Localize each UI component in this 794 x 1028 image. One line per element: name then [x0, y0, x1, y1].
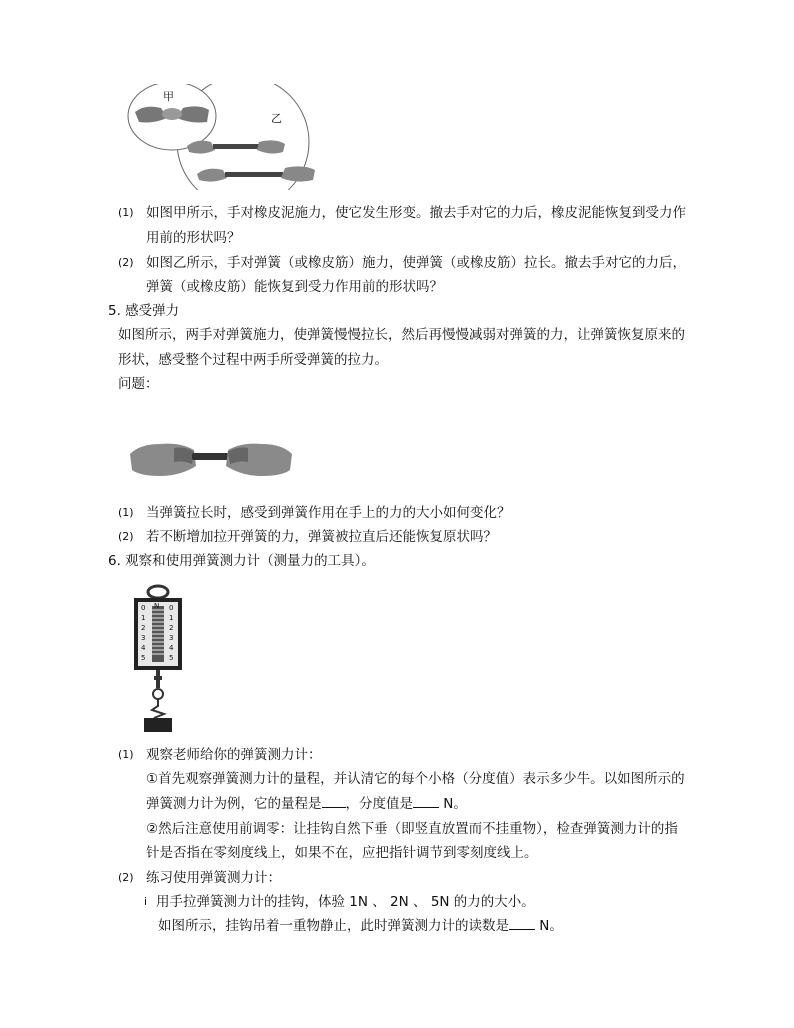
s6-q2-title: 练习使用弹簧测力计： — [146, 870, 281, 886]
scale-tick-left: 3 — [141, 634, 146, 642]
spring-scale-figure — [120, 584, 196, 734]
scale-hook-icon — [152, 699, 164, 718]
scale-tick-left: 0 — [141, 604, 146, 612]
s4-q1-line2: 用前的形状吗？ — [146, 230, 241, 246]
scale-tick-left: 2 — [141, 624, 146, 632]
scale-tick-left: 1 — [141, 614, 146, 622]
s6-q2-line1: 用手拉弹簧测力计的挂钩，体验 1N 、 2N 、 5N 的力的大小。 — [156, 894, 535, 910]
s4-q1-line1: 如图甲所示，手对橡皮泥施力，使它发生形变。撤去手对它的力后，橡皮泥能恢复到受力作 — [146, 205, 686, 221]
scale-tick-left: 4 — [141, 644, 146, 652]
s6-q1-line3: ②然后注意使用前调零：让挂钩自然下垂（即竖直放置而不挂重物），检查弹簧测力计的指 — [146, 821, 678, 837]
s6-q1-line2-part3: N。 — [439, 796, 467, 812]
spring-lower-icon — [225, 172, 283, 177]
s4-q2-line1: 如图乙所示，手对弹簧（或橡皮筋）施力，使弹簧（或橡皮筋）拉长。撤去手对它的力后， — [146, 255, 686, 271]
division-answer-blank[interactable] — [413, 793, 439, 808]
s5-q1-text: 当弹簧拉长时，感受到弹簧作用在手上的力的大小如何变化？ — [146, 505, 511, 521]
s6-q1-line2-part1: 弹簧测力计为例，它的量程是 — [146, 796, 322, 812]
s6-q2-sub-number: i — [144, 895, 148, 908]
s4-q2-line2: 弹簧（或橡皮筋）能恢复到受力作用前的形状吗？ — [146, 279, 443, 295]
scale-unit: N — [154, 602, 160, 610]
scale-tick-right: 2 — [169, 624, 174, 632]
s6-q2-number: (2) — [118, 871, 134, 884]
s6-q1-number: (1) — [118, 748, 134, 761]
scale-hook-ring-icon — [153, 689, 163, 699]
label-jia: 甲 — [163, 90, 174, 103]
weight-block-icon — [144, 718, 172, 732]
s6-q1-title: 观察老师给你的弹簧测力计： — [146, 747, 322, 763]
scale-tick-left: 5 — [141, 654, 146, 662]
s5-para-line2: 形状，感受整个过程中两手所受弹簧的拉力。 — [118, 352, 388, 368]
scale-tick-right: 3 — [169, 634, 174, 642]
scale-tick-right: 5 — [169, 654, 174, 662]
s6-q1-line2 — [146, 793, 467, 815]
s5-heading: 5. 感受弹力 — [108, 303, 180, 319]
figure-clay-spring — [125, 84, 325, 190]
spring-upper-icon — [213, 144, 259, 149]
top-ring-icon — [148, 586, 168, 598]
s6-q1-line4: 针是否指在零刻度线上，如果不在，应把指针调节到零刻度线上。 — [146, 845, 538, 861]
s5-q2-number: (2) — [118, 530, 134, 543]
s6-q1-line2-part2: ，分度值是 — [345, 796, 413, 812]
s4-q1-number: (1) — [118, 206, 134, 219]
s5-para-line1: 如图所示，两手对弹簧施力，使弹簧慢慢拉长，然后再慢慢减弱对弹簧的力，让弹簧恢复原来的 — [118, 327, 685, 343]
label-yi: 乙 — [271, 112, 282, 125]
s5-q1-number: (1) — [118, 506, 134, 519]
s6-q2-line2-part2: N。 — [535, 918, 563, 934]
scale-tick-right: 1 — [169, 614, 174, 622]
s6-q1-line1: ①首先观察弹簧测力计的量程，并认清它的每个小格（分度值）表示多少牛。以如图所示的 — [146, 771, 685, 787]
s5-question-label: 问题： — [118, 376, 159, 392]
range-answer-blank[interactable] — [322, 793, 346, 808]
figure-hands-spring — [130, 438, 292, 478]
clay-icon — [162, 108, 182, 120]
s6-q2-line2 — [158, 915, 563, 937]
s5-q2-text: 若不断增加拉开弹簧的力，弹簧被拉直后还能恢复原状吗？ — [146, 529, 497, 545]
spring-icon — [192, 453, 232, 460]
s6-heading: 6. 观察和使用弹簧测力计（测量力的工具）。 — [108, 553, 375, 569]
scale-tick-right: 4 — [169, 644, 174, 652]
reading-answer-blank[interactable] — [509, 915, 535, 930]
s6-q2-line2-part1: 如图所示，挂钩吊着一重物静止，此时弹簧测力计的读数是 — [158, 918, 509, 934]
scale-tick-right: 0 — [169, 604, 174, 612]
hand-spring-lower-right-icon — [281, 166, 315, 181]
s4-q2-number: (2) — [118, 256, 134, 269]
